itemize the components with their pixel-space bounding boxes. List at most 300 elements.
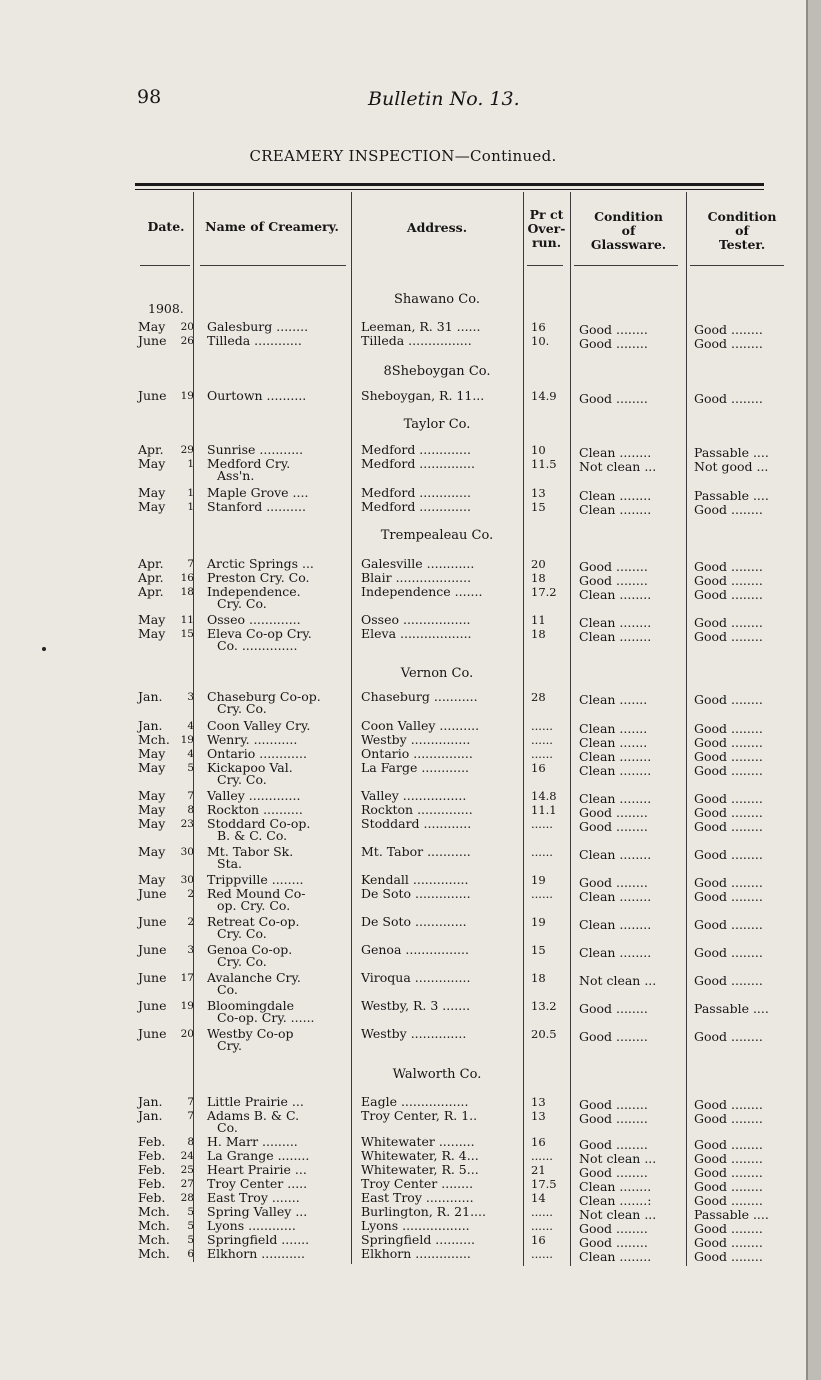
row-address: Medford ............. — [361, 499, 471, 514]
row-day: 24 — [180, 1150, 194, 1162]
row-month: Apr. — [138, 442, 164, 457]
row-month: Jan. — [138, 689, 163, 704]
row-day: 19 — [180, 390, 194, 402]
row-month: Apr. — [138, 570, 164, 585]
row-tester: Good ........ — [694, 889, 763, 904]
row-address: Ontario ............... — [361, 746, 473, 761]
row-month: May — [138, 816, 166, 831]
row-tester: Passable .... — [694, 445, 769, 460]
row-glassware: Good ........ — [579, 336, 648, 351]
row-glassware: Not clean ... — [579, 1151, 657, 1166]
row-overrun: 19 — [531, 873, 546, 887]
header-rule-thin — [135, 189, 764, 190]
row-creamery-name: Osseo ............. — [207, 612, 301, 627]
row-month: May — [138, 319, 166, 334]
row-tester: Good ........ — [694, 973, 763, 988]
row-glassware: Clean ........ — [579, 445, 652, 460]
row-day: 25 — [180, 1164, 194, 1176]
row-tester: Passable .... — [694, 488, 769, 503]
row-day: 1 — [187, 458, 194, 470]
header-date: Date. — [147, 219, 185, 234]
row-glassware: Good ........ — [579, 1165, 648, 1180]
row-month: May — [138, 612, 166, 627]
row-creamery-name: Spring Valley ... — [207, 1204, 308, 1219]
row-day: 8 — [187, 1136, 194, 1148]
row-tester: Good ........ — [694, 322, 763, 337]
row-address: Westby, R. 3 ....... — [361, 998, 471, 1013]
row-creamery-name: Cry. — [217, 1038, 242, 1053]
row-tester: Good ........ — [694, 847, 763, 862]
row-month: May — [138, 626, 166, 641]
row-creamery-name: Galesburg ........ — [207, 319, 309, 334]
row-day: 20 — [180, 1028, 194, 1040]
table-title: CREAMERY INSPECTION—Continued. — [249, 147, 557, 165]
row-tester: Good ........ — [694, 629, 763, 644]
row-overrun: 16 — [531, 1135, 546, 1149]
row-overrun: ...... — [531, 733, 553, 747]
row-address: Westby .............. — [361, 1026, 467, 1041]
row-tester: Good ........ — [694, 1111, 763, 1126]
county-heading: Taylor Co. — [403, 417, 471, 432]
row-creamery-name: Kickapoo Val. — [207, 760, 293, 775]
row-glassware: Good ........ — [579, 322, 648, 337]
county-heading: Vernon Co. — [400, 666, 474, 681]
row-address: Whitewater, R. 5... — [361, 1162, 479, 1177]
row-day: 26 — [180, 335, 194, 347]
row-creamery-name: Genoa Co-op. — [207, 942, 293, 957]
row-day: 27 — [180, 1178, 194, 1190]
row-day: 1 — [187, 501, 194, 513]
row-overrun: ...... — [531, 1149, 553, 1163]
row-month: Apr. — [138, 584, 164, 599]
row-tester: Good ........ — [694, 1137, 763, 1152]
row-glassware: Good ........ — [579, 1111, 648, 1126]
row-overrun: 16 — [531, 320, 546, 334]
row-glassware: Not clean ... — [579, 459, 657, 474]
row-overrun: 14.8 — [531, 789, 557, 803]
row-month: June — [138, 914, 167, 929]
row-day: 7 — [187, 790, 194, 802]
ink-speck — [42, 647, 46, 651]
row-month: Mch. — [138, 1218, 170, 1233]
row-creamery-name: Cry. Co. — [217, 701, 267, 716]
row-overrun: 16 — [531, 1233, 546, 1247]
row-tester: Good ........ — [694, 1165, 763, 1180]
row-creamery-name: Co. — [217, 1120, 238, 1135]
row-glassware: Clean ........ — [579, 889, 652, 904]
row-overrun: 11 — [531, 613, 546, 627]
row-month: Jan. — [138, 1108, 163, 1123]
row-creamery-name: La Grange ........ — [207, 1148, 310, 1163]
row-address: Tilleda ................ — [361, 333, 472, 348]
row-creamery-name: Bloomingdale — [207, 998, 294, 1013]
row-overrun: 21 — [531, 1163, 546, 1177]
row-creamery-name: Eleva Co-op Cry. — [207, 626, 312, 641]
row-creamery-name: Elkhorn ........... — [207, 1246, 305, 1261]
row-tester: Good ........ — [694, 559, 763, 574]
row-day: 7 — [187, 1096, 194, 1108]
row-address: Stoddard ............ — [361, 816, 472, 831]
row-tester: Passable .... — [694, 1001, 769, 1016]
row-creamery-name: B. & C. Co. — [217, 828, 288, 843]
row-tester: Good ........ — [694, 1221, 763, 1236]
header-underline — [140, 265, 190, 266]
row-month: May — [138, 872, 166, 887]
row-month: Jan. — [138, 1094, 163, 1109]
row-address: Eagle ................. — [361, 1094, 469, 1109]
row-glassware: Clean ........ — [579, 615, 652, 630]
row-month: Mch. — [138, 1246, 170, 1261]
row-month: May — [138, 760, 166, 775]
row-creamery-name: Ontario ............ — [207, 746, 307, 761]
row-glassware: Clean ........ — [579, 1249, 652, 1264]
row-tester: Not good ... — [694, 459, 769, 474]
row-day: 7 — [187, 1110, 194, 1122]
row-address: Leeman, R. 31 ...... — [361, 319, 481, 334]
row-day: 7 — [187, 558, 194, 570]
row-overrun: 14 — [531, 1191, 546, 1205]
row-overrun: 13 — [531, 1095, 546, 1109]
row-creamery-name: Troy Center ..... — [207, 1176, 308, 1191]
row-tester: Good ........ — [694, 875, 763, 890]
row-overrun: 13 — [531, 1109, 546, 1123]
year-label: 1908. — [148, 301, 184, 316]
row-creamery-name: Chaseburg Co-op. — [207, 689, 321, 704]
column-divider — [523, 192, 524, 1266]
row-tester: Good ........ — [694, 945, 763, 960]
row-creamery-name: Avalanche Cry. — [207, 970, 301, 985]
row-glassware: Good ........ — [579, 875, 648, 890]
row-creamery-name: Stanford .......... — [207, 499, 306, 514]
row-month: May — [138, 456, 166, 471]
row-day: 5 — [187, 762, 194, 774]
row-creamery-name: Independence. — [207, 584, 301, 599]
row-creamery-name: Maple Grove .... — [207, 485, 309, 500]
row-month: June — [138, 388, 167, 403]
row-tester: Good ........ — [694, 1179, 763, 1194]
row-tester: Good ........ — [694, 573, 763, 588]
row-address: Viroqua .............. — [361, 970, 471, 985]
row-creamery-name: Westby Co-op — [207, 1026, 294, 1041]
row-address: Whitewater, R. 4... — [361, 1148, 479, 1163]
row-tester: Good ........ — [694, 1249, 763, 1264]
row-overrun: 20.5 — [531, 1027, 557, 1041]
row-creamery-name: Mt. Tabor Sk. — [207, 844, 294, 859]
row-creamery-name: Valley ............. — [207, 788, 301, 803]
row-creamery-name: Cry. Co. — [217, 596, 267, 611]
row-address: De Soto .............. — [361, 886, 471, 901]
row-address: Rockton .............. — [361, 802, 473, 817]
row-creamery-name: Ourtown .......... — [207, 388, 307, 403]
row-address: Genoa ................ — [361, 942, 469, 957]
row-month: Feb. — [138, 1148, 166, 1163]
row-overrun: ...... — [531, 719, 553, 733]
row-creamery-name: Red Mound Co- — [207, 886, 306, 901]
county-heading: Trempealeau Co. — [380, 528, 494, 543]
row-address: Kendall .............. — [361, 872, 469, 887]
header-rule-thick — [135, 183, 764, 186]
row-creamery-name: Medford Cry. — [207, 456, 291, 471]
county-heading: 8Sheboygan Co. — [383, 364, 491, 379]
row-creamery-name: op. Cry. Co. — [217, 898, 291, 913]
row-day: 19 — [180, 734, 194, 746]
row-overrun: 10 — [531, 443, 546, 457]
row-address: East Troy ............ — [361, 1190, 474, 1205]
row-creamery-name: Rockton .......... — [207, 802, 303, 817]
row-day: 2 — [187, 888, 194, 900]
row-glassware: Clean ........ — [579, 629, 652, 644]
row-month: June — [138, 970, 167, 985]
column-divider — [686, 192, 687, 1266]
county-heading: Shawano Co. — [394, 292, 480, 307]
row-month: May — [138, 788, 166, 803]
row-glassware: Good ........ — [579, 819, 648, 834]
row-month: May — [138, 844, 166, 859]
row-glassware: Good ........ — [579, 1029, 648, 1044]
row-address: De Soto ............. — [361, 914, 467, 929]
row-address: Mt. Tabor ........... — [361, 844, 471, 859]
row-address: Coon Valley .......... — [361, 718, 480, 733]
row-tester: Good ........ — [694, 336, 763, 351]
row-glassware: Not clean ... — [579, 1207, 657, 1222]
row-tester: Good ........ — [694, 1193, 763, 1208]
row-month: Mch. — [138, 1232, 170, 1247]
row-overrun: 16 — [531, 761, 546, 775]
row-creamery-name: Sta. — [217, 856, 243, 871]
row-day: 1 — [187, 487, 194, 499]
row-day: 5 — [187, 1206, 194, 1218]
header-underline — [200, 265, 346, 266]
row-address: Westby ............... — [361, 732, 471, 747]
page-number: 98 — [137, 86, 162, 108]
row-month: May — [138, 485, 166, 500]
row-glassware: Good ........ — [579, 573, 648, 588]
row-day: 23 — [180, 818, 194, 830]
county-heading: Walworth Co. — [392, 1067, 482, 1082]
row-overrun: 20 — [531, 557, 546, 571]
row-tester: Good ........ — [694, 763, 763, 778]
row-day: 11 — [180, 614, 194, 626]
row-address: Medford .............. — [361, 456, 475, 471]
row-creamery-name: Lyons ............ — [207, 1218, 296, 1233]
row-overrun: ...... — [531, 887, 553, 901]
row-glassware: Clean ....... — [579, 721, 648, 736]
row-overrun: 11.1 — [531, 803, 557, 817]
row-address: La Farge ............ — [361, 760, 470, 775]
row-address: Valley ................ — [361, 788, 467, 803]
row-tester: Good ........ — [694, 749, 763, 764]
row-tester: Good ........ — [694, 917, 763, 932]
row-glassware: Clean ........ — [579, 917, 652, 932]
row-address: Elkhorn .............. — [361, 1246, 471, 1261]
row-day: 5 — [187, 1220, 194, 1232]
row-tester: Good ........ — [694, 615, 763, 630]
row-address: Troy Center ........ — [361, 1176, 474, 1191]
row-tester: Good ........ — [694, 805, 763, 820]
header-address: Address. — [406, 220, 468, 235]
row-overrun: 18 — [531, 571, 546, 585]
row-glassware: Clean ........ — [579, 847, 652, 862]
header-glassware: Condition of Glassware. — [590, 209, 667, 252]
row-address: Eleva .................. — [361, 626, 472, 641]
row-glassware: Clean ........ — [579, 587, 652, 602]
row-address: Independence ....... — [361, 584, 483, 599]
row-glassware: Clean ........ — [579, 791, 652, 806]
row-glassware: Clean ........ — [579, 488, 652, 503]
row-creamery-name: Adams B. & C. — [207, 1108, 300, 1123]
row-glassware: Clean ........ — [579, 749, 652, 764]
row-day: 18 — [180, 586, 194, 598]
row-glassware: Good ........ — [579, 559, 648, 574]
row-overrun: ...... — [531, 1205, 553, 1219]
row-glassware: Good ........ — [579, 1097, 648, 1112]
row-address: Whitewater ......... — [361, 1134, 475, 1149]
row-month: Feb. — [138, 1176, 166, 1191]
row-glassware: Clean ....... — [579, 692, 648, 707]
row-month: Apr. — [138, 556, 164, 571]
row-month: Jan. — [138, 718, 163, 733]
header-underline — [527, 265, 563, 266]
running-head: Bulletin No. 13. — [368, 88, 520, 110]
row-creamery-name: East Troy ....... — [207, 1190, 300, 1205]
row-creamery-name: Sunrise ........... — [207, 442, 304, 457]
row-overrun: 13.2 — [531, 999, 557, 1013]
row-day: 3 — [187, 691, 194, 703]
row-glassware: Not clean ... — [579, 973, 657, 988]
row-creamery-name: Preston Cry. Co. — [207, 570, 310, 585]
header-tester: Condition of Tester. — [707, 209, 777, 252]
row-creamery-name: Retreat Co-op. — [207, 914, 300, 929]
row-creamery-name: Cry. Co. — [217, 772, 267, 787]
row-address: Galesville ............ — [361, 556, 475, 571]
row-address: Medford ............. — [361, 485, 471, 500]
row-overrun: ...... — [531, 1247, 553, 1261]
row-day: 2 — [187, 916, 194, 928]
row-overrun: 17.2 — [531, 585, 557, 599]
row-tester: Good ........ — [694, 1235, 763, 1250]
row-tester: Good ........ — [694, 819, 763, 834]
row-address: Sheboygan, R. 11... — [361, 388, 485, 403]
row-creamery-name: Ass'n. — [217, 468, 255, 483]
row-creamery-name: Trippville ........ — [207, 872, 304, 887]
row-overrun: 10. — [531, 334, 550, 348]
row-day: 3 — [187, 944, 194, 956]
row-glassware: Good ........ — [579, 1235, 648, 1250]
row-month: June — [138, 333, 167, 348]
row-overrun: 15 — [531, 943, 546, 957]
row-month: May — [138, 802, 166, 817]
row-address: Blair ................... — [361, 570, 472, 585]
row-glassware: Clean .......: — [579, 1193, 652, 1208]
row-tester: Good ........ — [694, 391, 763, 406]
row-address: Springfield .......... — [361, 1232, 476, 1247]
row-glassware: Clean ........ — [579, 502, 652, 517]
row-tester: Passable .... — [694, 1207, 769, 1222]
row-day: 5 — [187, 1234, 194, 1246]
row-month: June — [138, 1026, 167, 1041]
row-glassware: Good ........ — [579, 391, 648, 406]
row-overrun: 15 — [531, 500, 546, 514]
row-month: May — [138, 746, 166, 761]
row-overrun: 13 — [531, 486, 546, 500]
row-tester: Good ........ — [694, 587, 763, 602]
row-creamery-name: Springfield ....... — [207, 1232, 310, 1247]
row-creamery-name: Stoddard Co-op. — [207, 816, 311, 831]
header-underline — [574, 265, 678, 266]
row-tester: Good ........ — [694, 502, 763, 517]
row-day: 28 — [180, 1192, 194, 1204]
row-overrun: ...... — [531, 817, 553, 831]
header-overrun: Pr ct Over- run. — [527, 207, 566, 250]
row-month: May — [138, 499, 166, 514]
row-tester: Good ........ — [694, 735, 763, 750]
row-creamery-name: Coon Valley Cry. — [207, 718, 311, 733]
row-month: June — [138, 998, 167, 1013]
row-day: 4 — [187, 720, 194, 732]
row-day: 30 — [180, 846, 194, 858]
row-creamery-name: Co-op. Cry. ...... — [217, 1010, 315, 1025]
row-day: 4 — [187, 748, 194, 760]
row-month: Feb. — [138, 1134, 166, 1149]
row-address: Burlington, R. 21.... — [361, 1204, 486, 1219]
row-creamery-name: Arctic Springs ... — [207, 556, 314, 571]
row-creamery-name: H. Marr ......... — [207, 1134, 298, 1149]
row-tester: Good ........ — [694, 791, 763, 806]
row-overrun: ...... — [531, 1219, 553, 1233]
row-glassware: Clean ....... — [579, 735, 648, 750]
row-address: Medford ............. — [361, 442, 471, 457]
row-glassware: Good ........ — [579, 1137, 648, 1152]
row-month: Feb. — [138, 1190, 166, 1205]
row-day: 17 — [180, 972, 194, 984]
header-name: Name of Creamery. — [205, 219, 339, 234]
page-edge — [806, 0, 821, 1380]
row-tester: Good ........ — [694, 1151, 763, 1166]
row-glassware: Good ........ — [579, 805, 648, 820]
row-overrun: ...... — [531, 747, 553, 761]
row-creamery-name: Little Prairie ... — [207, 1094, 304, 1109]
row-address: Chaseburg ........... — [361, 689, 478, 704]
row-overrun: ...... — [531, 845, 553, 859]
row-tester: Good ........ — [694, 1029, 763, 1044]
row-day: 29 — [180, 444, 194, 456]
row-day: 19 — [180, 1000, 194, 1012]
column-divider — [570, 192, 571, 1266]
row-creamery-name: Wenry. ........... — [207, 732, 298, 747]
row-month: June — [138, 886, 167, 901]
row-creamery-name: Cry. Co. — [217, 954, 267, 969]
row-overrun: 11.5 — [531, 457, 557, 471]
header-underline — [690, 265, 784, 266]
row-creamery-name: Tilleda ............ — [207, 333, 302, 348]
row-glassware: Clean ........ — [579, 1179, 652, 1194]
row-glassware: Good ........ — [579, 1221, 648, 1236]
row-month: Mch. — [138, 1204, 170, 1219]
row-tester: Good ........ — [694, 721, 763, 736]
row-day: 6 — [187, 1248, 194, 1260]
row-month: June — [138, 942, 167, 957]
row-overrun: 18 — [531, 971, 546, 985]
row-address: Troy Center, R. 1.. — [361, 1108, 478, 1123]
row-creamery-name: Cry. Co. — [217, 926, 267, 941]
row-address: Lyons ................. — [361, 1218, 470, 1233]
row-address: Osseo ................. — [361, 612, 471, 627]
row-tester: Good ........ — [694, 692, 763, 707]
row-day: 30 — [180, 874, 194, 886]
row-creamery-name: Heart Prairie ... — [207, 1162, 307, 1177]
row-creamery-name: Co. .............. — [217, 638, 298, 653]
row-tester: Good ........ — [694, 1097, 763, 1112]
